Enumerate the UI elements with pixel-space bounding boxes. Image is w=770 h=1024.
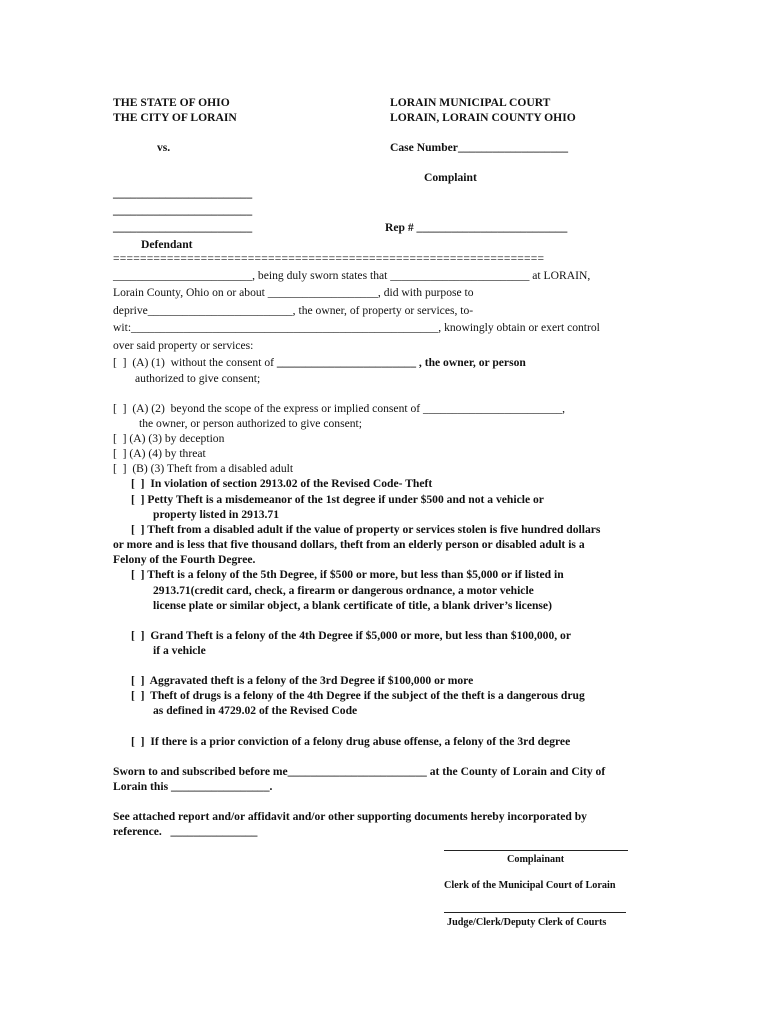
defendant-line-3: ________________________ [113,221,253,234]
option-a1-text: [ ] (A) (1) without the consent of [113,356,274,369]
body-line-1: ________________________, being duly sworn states that ________________________ at LORAIN, [113,269,591,282]
option-a3[interactable]: [ ] (A) (3) by deception [113,432,225,445]
attached-report-line-2: reference. _______________ [113,825,258,838]
city-of-lorain-heading: THE CITY OF LORAIN [113,111,237,124]
versus-label: vs. [157,141,171,154]
disabled-adult-continued-1: or more and is less that five thousand dollars, theft from an elderly person or disabled adult is a [113,538,585,551]
body-line-3: deprive_________________________, the owner, of property or services, to- [113,304,474,317]
complainant-label: Complainant [507,854,565,865]
disabled-adult-continued-2: Felony of the Fourth Degree. [113,553,256,566]
case-number-field: Case Number___________________ [390,141,569,154]
theft-of-drugs-continued: as defined in 4729.02 of the Revised Code [153,704,358,717]
judge-clerk-label: Judge/Clerk/Deputy Clerk of Courts [447,917,607,928]
option-a4[interactable]: [ ] (A) (4) by threat [113,447,206,460]
prior-conviction-checkbox[interactable]: [ ] If there is a prior conviction of a felony drug abuse offense, a felony of the 3rd degree [131,735,571,748]
defendant-line-2: ________________________ [113,204,253,217]
judge-signature-line [444,912,626,913]
court-location-heading: LORAIN, LORAIN COUNTY OHIO [390,111,576,124]
petty-theft-continued: property listed in 2913.71 [153,508,280,521]
body-line-4: wit:_____________________________________________________, knowingly obtain or exert control [113,321,600,334]
state-of-ohio-heading: THE STATE OF OHIO [113,96,230,109]
rep-number-field: Rep # __________________________ [385,221,568,234]
divider-line: ================================================================ [113,252,545,265]
theft-of-drugs-checkbox[interactable]: [ ] Theft of drugs is a felony of the 4th Degree if the subject of the theft is a dangerous drug [131,689,585,702]
fifth-degree-checkbox[interactable]: [ ] Theft is a felony of the 5th Degree, if $500 or more, but less than $5,000 or if listed in [131,568,564,581]
option-a1[interactable] [113,355,526,370]
fifth-degree-continued-2: license plate or similar object, a blank certificate of title, a blank driver’s license) [153,599,552,612]
sworn-statement-line-1: Sworn to and subscribed before me________________________ at the County of Lorain and City of [113,765,606,778]
option-b3[interactable]: [ ] (B) (3) Theft from a disabled adult [113,462,294,475]
defendant-line-1: ________________________ [113,187,253,200]
attached-report-line-1: See attached report and/or affidavit and/or other supporting documents hereby incorporated by [113,810,587,823]
aggravated-theft-checkbox[interactable]: [ ] Aggravated theft is a felony of the 3rd Degree if $100,000 or more [131,674,474,687]
grand-theft-checkbox[interactable]: [ ] Grand Theft is a felony of the 4th Degree if $5,000 or more, but less than $100,000, or [131,629,571,642]
petty-theft-checkbox[interactable]: [ ] Petty Theft is a misdemeanor of the 1st degree if under $500 and not a vehicle or [131,493,544,506]
body-line-5: over said property or services: [113,339,254,352]
grand-theft-continued: if a vehicle [153,644,206,657]
fifth-degree-continued-1: 2913.71(credit card, check, a firearm or dangerous ordnance, a motor vehicle [153,584,534,597]
disabled-adult-checkbox[interactable]: [ ] Theft from a disabled adult if the value of property or services stolen is five hundred dollars [131,523,601,536]
defendant-label: Defendant [141,238,193,251]
option-a2[interactable]: [ ] (A) (2) beyond the scope of the express or implied consent of ________________________, [113,402,566,415]
complaint-title: Complaint [424,171,477,184]
option-a2-continued: the owner, or person authorized to give consent; [139,417,362,430]
option-a1-blank: ________________________ , the owner, or person [273,356,526,369]
complainant-signature-line [444,850,628,851]
sworn-statement-line-2: Lorain this _________________. [113,780,273,793]
option-a1-continued: authorized to give consent; [135,372,261,385]
body-line-2: Lorain County, Ohio on or about ___________________, did with purpose to [113,286,474,299]
violation-checkbox[interactable]: [ ] In violation of section 2913.02 of the Revised Code- Theft [131,477,433,490]
court-name-heading: LORAIN MUNICIPAL COURT [390,96,551,109]
clerk-label: Clerk of the Municipal Court of Lorain [444,880,616,891]
